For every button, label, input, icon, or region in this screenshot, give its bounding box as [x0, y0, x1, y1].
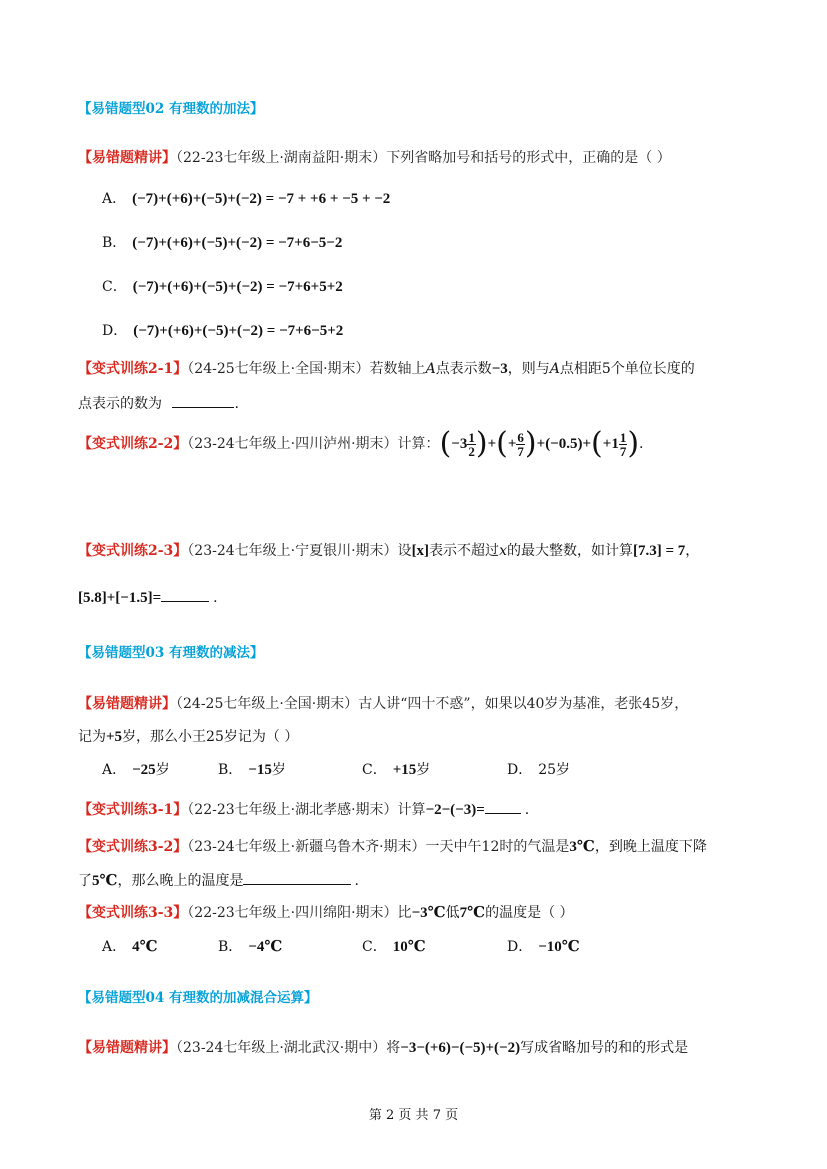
option-label: A． — [102, 939, 127, 955]
option-expression: (−7)+(+6)+(−5)+(−2) = −7+6−5−2 — [132, 235, 343, 251]
question-3-2-line2 — [78, 870, 359, 891]
plus-sign: + — [582, 436, 592, 452]
option-expression: 10℃ — [392, 939, 426, 955]
period: . — [354, 873, 359, 889]
q1-option-c — [102, 277, 343, 297]
mixed-whole: +1 — [602, 436, 619, 452]
question-2-3 — [78, 541, 699, 561]
q1-option-b — [102, 233, 342, 253]
temperature: 5℃ — [92, 873, 118, 889]
number: −3 — [491, 361, 508, 377]
question-tag: 【变式训练2-2】 — [78, 436, 188, 452]
option-label: D． — [507, 762, 533, 778]
question-3-3 — [78, 903, 574, 923]
question-2-1-line2 — [78, 393, 239, 414]
option-label: D． — [507, 939, 533, 955]
question-3-1 — [78, 799, 529, 820]
question-text-2: 点表示数 — [435, 361, 492, 377]
question-text-3: 的温度是（ ） — [485, 905, 574, 921]
plus-sign: + — [487, 436, 497, 452]
section-title-03: 【易错题型03 有理数的减法】 — [78, 645, 264, 661]
q33-option-b — [218, 937, 282, 957]
option-label: A． — [102, 762, 127, 778]
question-text: （24-25七年级上·全国·期末）若数轴上 — [187, 361, 426, 377]
q33-option-d — [507, 937, 580, 957]
page-footer: 第 2 页 共 7 页 — [368, 1108, 459, 1123]
answer-blank[interactable] — [485, 799, 521, 814]
question-text: 记为 — [78, 729, 106, 745]
expression: −2−(−3)= — [425, 802, 485, 818]
question-2-2: 【变式训练2-2】（23-24七年级上·四川泸州·期末）计算：(−3 $\frac{1}{2}$ )+(+ $\frac{6}{7}$ )+(−0.5)+(+1 $\frac{1}{7}$ ). — [78, 426, 644, 461]
question-text: （23-24七年级上·新疆乌鲁木齐·期末）一天中午12时的气温是 — [187, 839, 570, 855]
floor-x: [x] — [411, 543, 430, 559]
answer-blank[interactable] — [161, 587, 209, 602]
question-tag: 【变式训练3-2】 — [78, 839, 188, 855]
question-text: （23-24七年级上·四川泸州·期末）计算： — [187, 436, 440, 452]
q33-option-c — [362, 937, 426, 957]
question-text: （24-25七年级上·全国·期末）古人讲“四十不惑”，如果以40岁为基准，老张45岁， — [176, 696, 689, 712]
term: (−0.5) — [545, 436, 583, 452]
q33-option-a — [102, 937, 158, 957]
question-tag: 【变式训练3-3】 — [78, 905, 188, 921]
number: +5 — [106, 729, 123, 745]
option-unit: 岁 — [155, 762, 170, 778]
mixed-whole: −3 — [451, 436, 468, 452]
plus-sign: + — [536, 436, 546, 452]
example-expression: [7.3] = 7 — [632, 543, 686, 559]
option-label: C． — [102, 279, 127, 295]
option-label: A． — [102, 191, 127, 207]
question-text: 了 — [78, 873, 92, 889]
question-tag: 【易错题精讲】 — [78, 1040, 176, 1056]
q1-option-d — [102, 321, 343, 341]
period: . — [234, 396, 239, 412]
q1-option-a — [102, 189, 390, 209]
period: . — [213, 590, 218, 606]
option-expression: (−7)+(+6)+(−5)+(−2) = −7+6−5+2 — [133, 323, 344, 339]
option-expression: −15 — [248, 762, 272, 778]
question-text-2: 写成省略加号的和的形式是 — [520, 1040, 689, 1056]
question-text: （22-23七年级上·湖北孝感·期末）计算 — [187, 802, 426, 818]
fraction: $\frac{6}{7}$ — [517, 429, 524, 459]
period: . — [524, 802, 530, 818]
option-expression: 4℃ — [132, 939, 158, 955]
temperature: 3℃ — [569, 839, 595, 855]
temperature: −3℃ — [411, 905, 446, 921]
question-tag: 【变式训练2-1】 — [78, 361, 188, 377]
question-text: （23-24七年级上·宁夏银川·期末）设 — [187, 543, 412, 559]
comma: ， — [685, 543, 700, 559]
question-3 — [78, 694, 688, 714]
question-text: （23-24七年级上·湖北武汉·期中）将 — [176, 1040, 401, 1056]
option-label: C． — [362, 762, 387, 778]
option-label: B． — [102, 235, 127, 251]
question-4 — [78, 1038, 688, 1058]
answer-blank[interactable] — [243, 870, 351, 885]
option-unit: 岁 — [271, 762, 286, 778]
sign: + — [507, 436, 517, 452]
question-text-2: 表示不超过 — [429, 543, 500, 559]
answer-blank[interactable] — [172, 393, 234, 408]
fraction: $\frac{1}{7}$ — [619, 429, 627, 459]
expression: [5.8]+[−1.5]= — [78, 590, 162, 606]
option-label: C． — [362, 939, 387, 955]
period: . — [639, 436, 644, 452]
var-x: x — [499, 543, 507, 559]
question-text-2: 低 — [445, 905, 460, 921]
question-3-2 — [78, 837, 707, 857]
question-1 — [78, 148, 671, 168]
question-text-2: ，那么晚上的温度是 — [117, 873, 244, 889]
section-title-02: 【易错题型02 有理数的加法】 — [78, 101, 264, 117]
q3-option-b — [218, 760, 286, 780]
question-tag: 【变式训练3-1】 — [78, 802, 188, 818]
var-a: A — [549, 361, 560, 377]
option-expression: +15 — [392, 762, 417, 778]
option-expression: −25 — [132, 762, 156, 778]
option-label: D． — [102, 323, 128, 339]
var-a: A — [425, 361, 436, 377]
expression: −3−(+6)−(−5)+(−2) — [400, 1040, 521, 1056]
question-2-1 — [78, 359, 695, 379]
question-tag: 【易错题精讲】 — [78, 696, 176, 712]
question-text: （22-23七年级上·湖南益阳·期末）下列省略加号和括号的形式中，正确的是（ ） — [176, 150, 671, 166]
question-tag: 【易错题精讲】 — [78, 150, 176, 166]
section-title-04: 【易错题型04 有理数的加减混合运算】 — [78, 990, 318, 1006]
option-expression: −4℃ — [248, 939, 283, 955]
temperature: 7℃ — [459, 905, 486, 921]
option-expression: (−7)+(+6)+(−5)+(−2) = −7 + +6 + −5 + −2 — [132, 191, 391, 207]
q3-option-d — [507, 760, 570, 780]
q3-option-a — [102, 760, 170, 780]
fraction: $\frac{1}{2}$ — [468, 429, 475, 459]
question-text-4: 点相距5个单位长度的 — [559, 361, 695, 377]
q3-option-c — [362, 760, 430, 780]
option-unit: 岁 — [416, 762, 431, 778]
option-label: B． — [218, 762, 243, 778]
question-text-2: ，到晚上温度下降 — [594, 839, 707, 855]
question-text-3: 的最大整数，如计算 — [506, 543, 633, 559]
question-tag: 【变式训练2-3】 — [78, 543, 188, 559]
question-3-line2 — [78, 727, 298, 747]
option-expression: (−7)+(+6)+(−5)+(−2) = −7+6+5+2 — [132, 279, 343, 295]
question-text: （22-23七年级上·四川绵阳·期末）比 — [187, 905, 412, 921]
option-expression: 25岁 — [538, 762, 571, 778]
question-text: 点表示的数为 — [78, 396, 162, 412]
option-label: B． — [218, 939, 243, 955]
option-expression: −10℃ — [538, 939, 580, 955]
question-text-3: ，则与 — [507, 361, 550, 377]
question-text-2: 岁，那么小王25岁记为（ ） — [122, 729, 299, 745]
question-2-3-line2 — [78, 587, 218, 608]
